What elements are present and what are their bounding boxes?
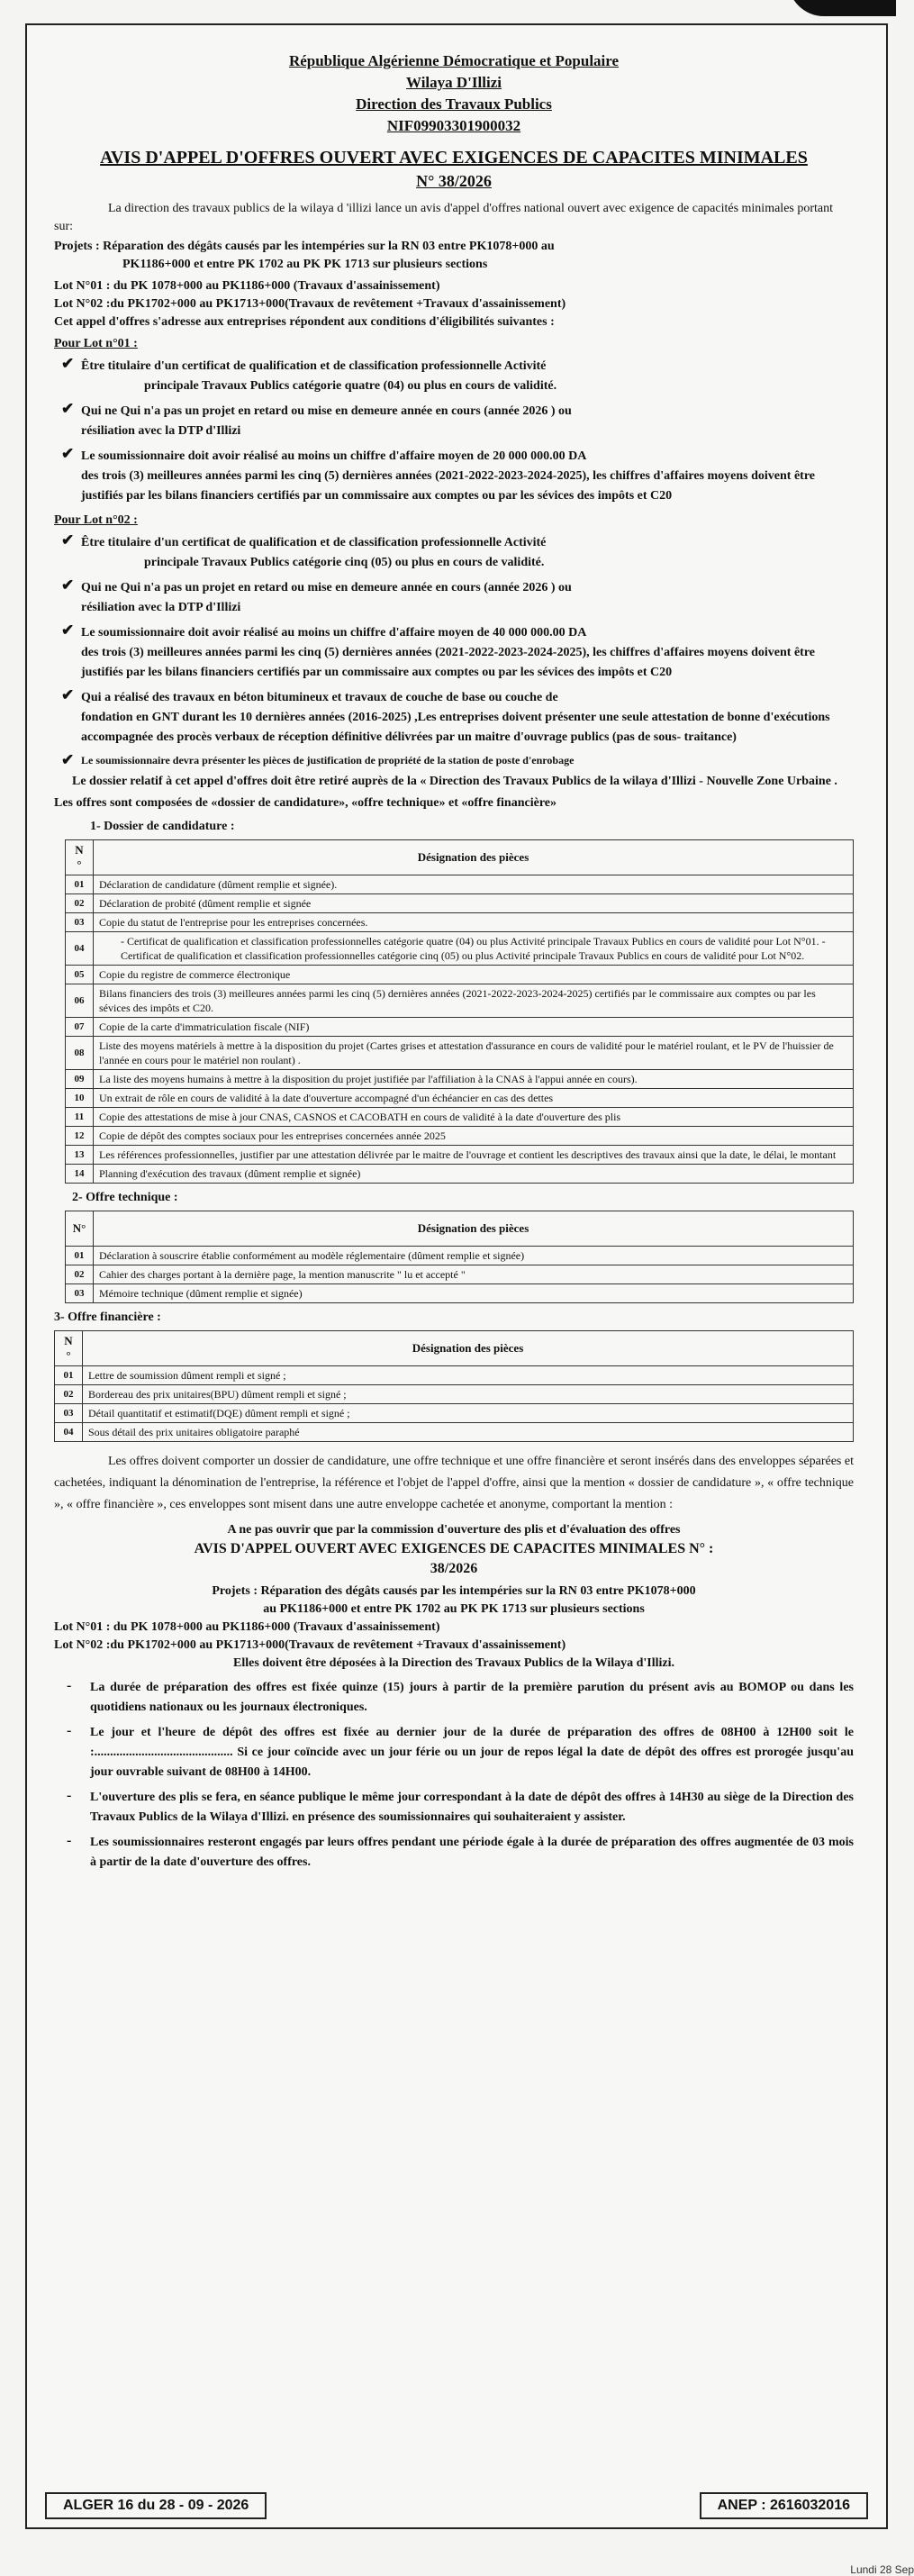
final-item-text: La durée de préparation des offres est fixée quinze (15) jours à partir de la première parution du présent avis au BOMOP ou dans les quotidiens nationaux ou les journaux électroniques. xyxy=(90,1681,854,1714)
header-republic: République Algérienne Démocratique et Populaire xyxy=(288,52,620,69)
col-designation-header: Désignation des pièces xyxy=(94,840,854,875)
row-number: 02 xyxy=(66,894,94,913)
repeat-title: AVIS D'APPEL OUVERT AVEC EXIGENCES DE CAPACITES MINIMALES N° : xyxy=(194,1541,714,1556)
row-number: 03 xyxy=(55,1404,83,1423)
check-icon: ✔ xyxy=(61,751,75,768)
condition-line-2: résiliation avec la DTP d'Illizi xyxy=(81,424,241,438)
repeat-projets-2: au PK1186+000 et entre PK 1702 au PK PK 1713 sur plusieurs sections xyxy=(263,1602,645,1616)
table-row xyxy=(66,1127,854,1146)
row-number: 01 xyxy=(66,875,94,894)
table-row xyxy=(66,1070,854,1089)
row-text: Détail quantitatif et estimatif(DQE) dûment rempli et signé ; xyxy=(83,1404,854,1423)
row-text: Déclaration de candidature (dûment remplie et signée). xyxy=(94,875,854,894)
intro-text: La direction des travaux publics de la wilaya d 'illizi lance un avis d'appel d'offres national ouvert avec exigence de capacités minimales portant sur: xyxy=(54,202,834,233)
row-text: Copie des attestations de mise à jour CNAS, CASNOS et CACOBATH en cours de validité à la date d'ouverture des plis xyxy=(94,1108,854,1127)
pour-lot2-heading: Pour Lot n°02 : xyxy=(54,513,138,527)
col-designation-header: Désignation des pièces xyxy=(94,1211,854,1247)
col-n-letter: N xyxy=(75,843,84,857)
corner-mark xyxy=(788,0,896,16)
lot2-label: Lot N°02 xyxy=(54,297,104,311)
footer-alger-date: ALGER 16 du 28 - 09 - 2026 xyxy=(45,2492,267,2519)
projets-line-2: PK1186+000 et entre PK 1702 au PK PK 1713 sur plusieurs sections xyxy=(122,258,488,271)
station-note: Le soumissionnaire devra présenter les pièces de justification de propriété de la station de poste d'enrobage xyxy=(81,754,575,766)
lot1-condition xyxy=(54,402,854,441)
col-designation-header: Désignation des pièces xyxy=(83,1331,854,1366)
table1-wrapper xyxy=(54,839,854,1184)
closing-paragraph: Les offres doivent comporter un dossier de candidature, une offre technique et une offre financière et seront insérés dans des enveloppes séparées et cachetées, indiquant la dénomination de l'entreprise, la référence et l'objet de l'appel d'offre, ainsi que la mention « dossier de candidature », « offre technique », « offre financière », ces enveloppes sont misent dans une autre enveloppe cachetée et anonyme, comportant la mention : xyxy=(54,1455,854,1511)
row-text: Sous détail des prix unitaires obligatoire paraphé xyxy=(83,1423,854,1442)
row-number: 01 xyxy=(55,1366,83,1385)
footer xyxy=(27,2484,886,2527)
row-text: Planning d'exécution des travaux (dûment remplie et signée) xyxy=(94,1165,854,1184)
lot1-text: du PK 1078+000 au PK1186+000 (Travaux d'assainissement) xyxy=(113,279,440,293)
lot2-condition xyxy=(54,688,854,748)
deposit-note: Elles doivent être déposées à la Direction des Travaux Publics de la Wilaya d'Illizi. xyxy=(232,1656,674,1670)
final-item-text: L'ouverture des plis se fera, en séance publique le même jour correspondant à la date de dépôt des offres à 14H30 au siège de la Direction des Travaux Publics de la Wilaya d'Illizi. en présence des soumissionnaires qui souhaiteraient y assister. xyxy=(90,1791,854,1824)
lot2-condition xyxy=(54,578,854,618)
dossier-note: Le dossier relatif à cet appel d'offres doit être retiré auprès de la « Direction des Travaux Publics de la wilaya d'Illizi - Nouvelle Zone Urbaine . xyxy=(72,775,837,788)
lot1-label: Lot N°01 : xyxy=(54,279,111,293)
final-item xyxy=(54,1833,854,1873)
final-item xyxy=(54,1788,854,1828)
table-row xyxy=(66,932,854,966)
row-number: 04 xyxy=(55,1423,83,1442)
condition-line-1: Être titulaire d'un certificat de qualification et de classification professionnelle Activité xyxy=(81,359,547,373)
table-row xyxy=(66,894,854,913)
table-row xyxy=(66,1146,854,1165)
table-row xyxy=(66,875,854,894)
table-row xyxy=(66,1247,854,1265)
table-row xyxy=(66,1037,854,1070)
condition-line-2: des trois (3) meilleures années parmi les cinq (5) dernières années (2021-2022-2023-2024-2025), les chiffres d'affaires moyens doivent être justifiés par les bilans financiers certifiés par un commissaire aux comptes ou par les sévices des impôts et C20 xyxy=(81,469,816,503)
row-text: Copie du registre de commerce électronique xyxy=(94,966,854,984)
row-number: 12 xyxy=(66,1127,94,1146)
condition-line-2: résiliation avec la DTP d'Illizi xyxy=(81,601,241,614)
lot1-condition xyxy=(54,357,854,396)
page-edge-date: Lundi 28 Sep xyxy=(850,2563,914,2576)
col-n-degree: ° xyxy=(66,1348,71,1362)
lot2-condition xyxy=(54,533,854,573)
check-icon: ✔ xyxy=(61,576,75,594)
technique-table xyxy=(65,1211,854,1303)
condition-line-1: Être titulaire d'un certificat de qualification et de classification professionnelle Activité xyxy=(81,536,547,549)
row-text: Bilans financiers des trois (3) meilleures années parmi les cinq (5) dernières années (2021-2022-2023-2024-2025) certifiés par le commissaire aux comptes ou par les sévices des impôts et C20. xyxy=(94,984,854,1018)
eligibility-text: Cet appel d'offres s'adresse aux entreprises répondent aux conditions d'éligibilités suivantes : xyxy=(54,315,555,329)
dash-marker: - xyxy=(67,1678,72,1693)
col-n-header xyxy=(55,1331,83,1366)
row-number: 08 xyxy=(66,1037,94,1070)
section3-title: 3- Offre financière : xyxy=(54,1311,161,1324)
row-text: Déclaration à souscrire établie conformément au modèle réglementaire (dûment remplie et signée) xyxy=(94,1247,854,1265)
section1-title: 1- Dossier de candidature : xyxy=(90,820,235,833)
dash-marker: - xyxy=(67,1788,72,1803)
col-n-degree: ° xyxy=(77,857,82,871)
lot2-text: :du PK1702+000 au PK1713+000(Travaux de revêtement +Travaux d'assainissement) xyxy=(105,297,566,311)
notice-page xyxy=(25,23,888,2529)
table-header-row xyxy=(66,1211,854,1247)
row-text: Bordereau des prix unitaires(BPU) dûment rempli et signé ; xyxy=(83,1385,854,1404)
table-row xyxy=(66,1108,854,1127)
repeat-lot2: Lot N°02 :du PK1702+000 au PK1713+000(Travaux de revêtement +Travaux d'assainissement) xyxy=(54,1638,566,1652)
repeat-lot1: Lot N°01 : du PK 1078+000 au PK1186+000 (Travaux d'assainissement) xyxy=(54,1620,440,1634)
pour-lot1-heading: Pour Lot n°01 : xyxy=(54,337,138,350)
header-nif: NIF09903301900032 xyxy=(386,117,521,134)
lot2-line xyxy=(54,295,854,313)
row-number: 09 xyxy=(66,1070,94,1089)
row-text: Copie de dépôt des comptes sociaux pour les entreprises concernées année 2025 xyxy=(94,1127,854,1146)
col-n-letter: N xyxy=(64,1334,73,1347)
row-number: 11 xyxy=(66,1108,94,1127)
row-text: Les références professionnelles, justifier par une attestation délivrée par le maitre de l'ouvrage et contient les descriptives des travaux ainsi que la date, le délai, le montant xyxy=(94,1146,854,1165)
header-block xyxy=(54,50,854,137)
row-text: Lettre de soumission dûment rempli et signé ; xyxy=(83,1366,854,1385)
row-text: La liste des moyens humains à mettre à la disposition du projet justifiée par l'affiliation à la CNAS à l'appui année en cours). xyxy=(94,1070,854,1089)
condition-line-2: principale Travaux Publics catégorie cinq (05) ou plus en cours de validité. xyxy=(144,556,545,569)
condition-line-1: Le soumissionnaire doit avoir réalisé au moins un chiffre d'affaire moyen de 20 000 000.00 DA xyxy=(81,449,587,463)
check-icon: ✔ xyxy=(61,400,75,417)
projets-text: Réparation des dégâts causés par les intempéries sur la RN 03 entre PK1078+000 au xyxy=(103,240,555,253)
projets-line xyxy=(54,238,854,256)
table-row xyxy=(55,1366,854,1385)
header-wilaya: Wilaya D'Illizi xyxy=(406,74,502,91)
repeat-projets: Projets : Réparation des dégâts causés par les intempéries sur la RN 03 entre PK1078+000 xyxy=(212,1584,696,1598)
notice-number: N° 38/2026 xyxy=(416,172,492,190)
candidature-table xyxy=(65,839,854,1184)
offres-composees: Les offres sont composées de «dossier de candidature», «offre technique» et «offre financière» xyxy=(54,796,557,810)
row-number: 06 xyxy=(66,984,94,1018)
header-direction: Direction des Travaux Publics xyxy=(356,95,552,113)
table-row xyxy=(66,1089,854,1108)
row-number: 13 xyxy=(66,1146,94,1165)
section2-title: 2- Offre technique : xyxy=(72,1191,178,1204)
lot1-line xyxy=(54,277,854,295)
condition-line-2: des trois (3) meilleures années parmi les cinq (5) dernières années (2021-2022-2023-2024-2025), les chiffres d'affaires moyens doivent être justifiés par les bilans financiers certifiés par un commissaire aux comptes ou par les sévices des impôts et C20 xyxy=(81,646,816,679)
row-number: 01 xyxy=(66,1247,94,1265)
check-icon: ✔ xyxy=(61,355,75,372)
dash-marker: - xyxy=(67,1833,72,1848)
footer-anep-ref: ANEP : 2616032016 xyxy=(700,2492,868,2519)
col-n-header xyxy=(66,840,94,875)
row-number: 04 xyxy=(66,932,94,966)
table-row xyxy=(66,1284,854,1303)
row-text: Copie du statut de l'entreprise pour les entreprises concernées. xyxy=(94,913,854,932)
condition-line-1: Qui ne Qui n'a pas un projet en retard ou mise en demeure année en cours (année 2026 ) ou xyxy=(81,404,572,418)
table2-wrapper xyxy=(54,1211,854,1303)
table-row xyxy=(66,1165,854,1184)
table-row xyxy=(55,1385,854,1404)
financiere-table xyxy=(54,1330,854,1442)
row-text: - Certificat de qualification et classification professionnelles catégorie quatre (04) ou plus Activité principale Travaux Publics en cours de validité pour Lot N°01. - Certificat de qualification et classification professionnelles catégorie cinq (05) ou plus Activité principale Travaux Publics en cours de validité pour Lot N°02. xyxy=(94,932,854,966)
table-row xyxy=(66,984,854,1018)
condition-line-2: fondation en GNT durant les 10 dernières années (2016-2025) ,Les entreprises doivent présenter une seule attestation de bonne d'exécutions accompagnée des procès verbaux de réception définitive délivrées par un maitre d'ouvrage publics (pas de sous- traitance) xyxy=(81,711,830,744)
repeat-number: 38/2026 xyxy=(430,1561,478,1576)
row-text: Cahier des charges portant à la dernière page, la mention manuscrite " lu et accepté " xyxy=(94,1265,854,1284)
table-row xyxy=(55,1404,854,1423)
row-text: Un extrait de rôle en cours de validité à la date d'ouverture accompagné d'un échéancier en cas des dettes xyxy=(94,1089,854,1108)
table-row xyxy=(55,1423,854,1442)
table-row xyxy=(66,1265,854,1284)
final-item xyxy=(54,1678,854,1718)
station-condition xyxy=(54,753,854,767)
final-item xyxy=(54,1723,854,1782)
check-icon: ✔ xyxy=(61,621,75,639)
condition-line-1: Qui a réalisé des travaux en béton bitumineux et travaux de couche de base ou couche de xyxy=(81,691,558,704)
col-n-header: N° xyxy=(66,1211,94,1247)
row-number: 03 xyxy=(66,1284,94,1303)
row-number: 07 xyxy=(66,1018,94,1037)
table-header-row xyxy=(55,1331,854,1366)
lot1-condition xyxy=(54,447,854,506)
projets-label: Projets : xyxy=(54,240,100,253)
ne-pas-ouvrir: A ne pas ouvrir que par la commission d'ouverture des plis et d'évaluation des offres xyxy=(227,1523,681,1537)
row-number: 14 xyxy=(66,1165,94,1184)
condition-line-1: Qui ne Qui n'a pas un projet en retard ou mise en demeure année en cours (année 2026 ) ou xyxy=(81,581,572,594)
table-header-row xyxy=(66,840,854,875)
row-number: 03 xyxy=(66,913,94,932)
table-row xyxy=(66,913,854,932)
row-number: 05 xyxy=(66,966,94,984)
table-row xyxy=(66,1018,854,1037)
row-text: Déclaration de probité (dûment remplie et signée xyxy=(94,894,854,913)
final-item-text: Les soumissionnaires resteront engagés par leurs offres pendant une période égale à la durée de préparation des offres augmentée de 03 mois à partir de la date d'ouverture des offres. xyxy=(90,1836,854,1869)
condition-line-2: principale Travaux Publics catégorie quatre (04) ou plus en cours de validité. xyxy=(144,379,557,393)
notice-title: AVIS D'APPEL D'OFFRES OUVERT AVEC EXIGENCES DE CAPACITES MINIMALES xyxy=(100,148,808,168)
check-icon: ✔ xyxy=(61,445,75,462)
row-number: 02 xyxy=(55,1385,83,1404)
table-row xyxy=(66,966,854,984)
row-number: 10 xyxy=(66,1089,94,1108)
row-text: Copie de la carte d'immatriculation fiscale (NIF) xyxy=(94,1018,854,1037)
dash-marker: - xyxy=(67,1723,72,1738)
row-text: Liste des moyens matériels à mettre à la disposition du projet (Cartes grises et attestation d'assurance en cours de validité pour le matériel roulant, et le PV de l'huissier de l'année en cours pour le matériel non roulant) . xyxy=(94,1037,854,1070)
lot2-condition xyxy=(54,623,854,683)
row-number: 02 xyxy=(66,1265,94,1284)
check-icon: ✔ xyxy=(61,531,75,549)
row-text: Mémoire technique (dûment remplie et signée) xyxy=(94,1284,854,1303)
condition-line-1: Le soumissionnaire doit avoir réalisé au moins un chiffre d'affaire moyen de 40 000 000.00 DA xyxy=(81,626,587,639)
final-item-text: Le jour et l'heure de dépôt des offres est fixée au dernier jour de la durée de préparation des offres de 08H00 à 12H00 soit le :............................................ Si ce jour coïncide avec un jour férie ou un jour de repos légal la date de dépôt des offres est prorogée jusqu'au jour ouvrable suivant de 08H00 à 14H00. xyxy=(90,1726,854,1779)
check-icon: ✔ xyxy=(61,686,75,703)
